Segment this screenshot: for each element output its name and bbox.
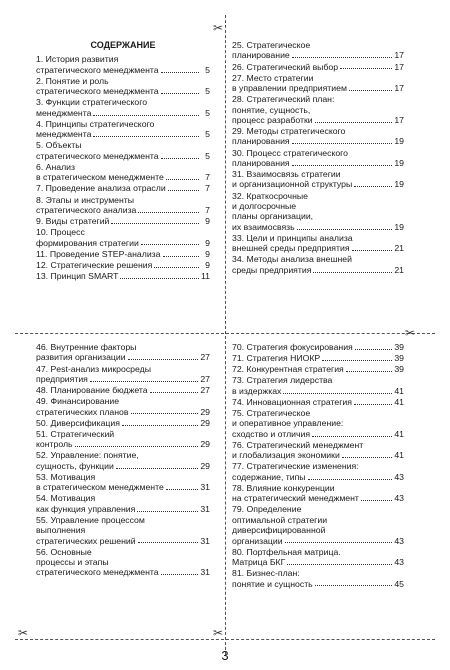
toc-entry-line xyxy=(36,374,210,384)
toc-page-number: 19 xyxy=(394,179,404,190)
toc-entry-line xyxy=(232,579,404,589)
toc-panel-top-right xyxy=(232,40,404,276)
toc-entry-text: в стратегическом менеджменте xyxy=(36,482,164,493)
toc-entry-line xyxy=(232,536,404,546)
toc-entry-text: сходство и отличия xyxy=(232,428,311,439)
dot-leader xyxy=(116,467,199,469)
toc-page-number: 31 xyxy=(200,535,210,546)
toc-entry-text: понятие, сущность, xyxy=(232,104,311,115)
toc-page-number: 43 xyxy=(394,535,404,546)
toc-page-number: 29 xyxy=(200,439,210,450)
toc-entry-line xyxy=(232,136,404,146)
toc-entry xyxy=(36,76,210,97)
toc-entry xyxy=(232,440,404,461)
toc-entry-line xyxy=(232,493,404,503)
toc-entry-text: 11. Проведение STEP-анализа xyxy=(36,248,161,259)
toc-entry-line xyxy=(232,472,404,482)
toc-page-number: 29 xyxy=(200,406,210,417)
toc-entry-text: 7. Проведение анализа отрасли xyxy=(36,183,166,194)
toc-page-number: 43 xyxy=(394,493,404,504)
toc-page-number: 5 xyxy=(205,129,210,140)
dot-leader xyxy=(315,584,393,586)
toc-entry xyxy=(232,73,404,94)
toc-entry-line xyxy=(232,83,404,93)
dot-leader xyxy=(90,380,198,382)
toc-page-number: 45 xyxy=(394,578,404,589)
toc-entry-text: стратегических планов xyxy=(36,406,129,417)
dot-leader xyxy=(283,392,392,394)
dot-leader xyxy=(166,488,199,490)
toc-page-number: 29 xyxy=(200,417,210,428)
toc-entry-text: 47. Pest-анализ микросреды xyxy=(36,363,151,374)
toc-panel-bottom-right xyxy=(232,342,404,590)
toc-entry-text: среды предприятия xyxy=(232,264,312,275)
toc-page-number: 9 xyxy=(205,216,210,226)
toc-entry-text: и организационной структуры xyxy=(232,179,353,190)
toc-entry xyxy=(36,249,210,259)
dot-leader xyxy=(137,510,198,512)
toc-entry-line xyxy=(36,151,210,161)
toc-page-number: 43 xyxy=(394,471,404,482)
toc-entry-line xyxy=(36,183,210,193)
toc-entry-text: 32. Краткосрочные xyxy=(232,190,308,201)
toc-entry-line xyxy=(36,238,210,248)
dot-leader xyxy=(292,56,393,58)
toc-entry-text: в управлении предприятием xyxy=(232,83,347,93)
dot-leader xyxy=(163,255,200,257)
toc-entry-line xyxy=(36,216,210,226)
toc-entry xyxy=(36,418,210,428)
toc-page-number: 39 xyxy=(394,364,404,375)
toc-entry xyxy=(232,62,404,72)
toc-entry-text: и глобализация экономики xyxy=(232,450,340,461)
toc-entry-line xyxy=(36,271,210,281)
toc-entry-text: 8. Этапы и инструменты xyxy=(36,194,135,205)
toc-entry xyxy=(232,342,404,352)
toc-entry xyxy=(232,364,404,374)
toc-entry-text: предприятия xyxy=(36,373,88,384)
toc-entry-text: 70. Стратегия фокусирования xyxy=(232,342,353,352)
toc-entry-line xyxy=(36,407,210,417)
toc-entry-text: развития организации xyxy=(36,352,126,363)
toc-entry-text: 34. Методы анализа внешней xyxy=(232,254,352,265)
toc-entry-line xyxy=(36,108,210,118)
toc-entry-text: 75. Стратегическое xyxy=(232,407,311,418)
toc-entry-line xyxy=(232,364,404,374)
toc-entry-text: 1. История развития xyxy=(36,54,119,65)
dot-leader xyxy=(138,211,199,213)
toc-entry xyxy=(36,195,210,216)
toc-entry xyxy=(232,40,404,61)
toc-entry xyxy=(232,233,404,254)
toc-entry xyxy=(232,397,404,407)
scissors-icon: ✂ xyxy=(18,626,29,640)
toc-entry-line xyxy=(232,557,404,567)
toc-entry-text: стратегического менеджмента xyxy=(36,567,159,578)
toc-page-number: 43 xyxy=(394,557,404,567)
dot-leader xyxy=(161,71,199,73)
dot-leader xyxy=(128,358,199,360)
toc-entry-text: формирования стратегии xyxy=(36,237,139,248)
toc-entry xyxy=(232,254,404,275)
toc-entry-line xyxy=(232,179,404,189)
toc-entry xyxy=(36,396,210,417)
toc-entry xyxy=(36,429,210,450)
toc-entry-line xyxy=(36,129,210,139)
toc-page-number: 7 xyxy=(205,204,210,215)
dot-leader xyxy=(287,563,392,565)
toc-entry-line xyxy=(36,418,210,428)
dot-leader xyxy=(322,359,392,361)
toc-entry-text: планы организации, xyxy=(232,211,314,222)
toc-entry xyxy=(232,353,404,363)
toc-entry-text: 33. Цели и принципы анализа xyxy=(232,232,353,243)
toc-entry xyxy=(36,271,210,281)
toc-entry-text: 78. Влияние конкуренции xyxy=(232,482,335,493)
toc-entry-text: менеджмента xyxy=(36,107,92,118)
toc-page-number: 9 xyxy=(205,248,210,259)
toc-entry-line xyxy=(232,386,404,396)
toc-entry-line xyxy=(232,50,404,60)
dot-leader xyxy=(349,89,392,91)
toc-entry-text: менеджмента xyxy=(36,129,92,140)
dot-leader xyxy=(111,222,199,224)
toc-entry-text: диверсифицированной xyxy=(232,525,326,536)
toc-entry-text: планирования xyxy=(232,136,290,147)
toc-entry-line xyxy=(232,243,404,253)
toc-page-number: 27 xyxy=(200,373,210,384)
dot-leader xyxy=(161,573,199,575)
toc-panel-bottom-left xyxy=(36,342,210,579)
dot-leader xyxy=(292,164,393,166)
toc-entry-text: 2. Понятие и роль xyxy=(36,75,109,86)
toc-entry-text: 4. Принципы стратегического xyxy=(36,118,155,129)
toc-page-number: 41 xyxy=(394,385,404,396)
toc-entry xyxy=(36,515,210,546)
toc-entry-line xyxy=(232,158,404,168)
dot-leader xyxy=(355,348,393,350)
toc-entry-line xyxy=(36,567,210,577)
toc-page-number: 5 xyxy=(205,107,210,118)
toc-entry xyxy=(36,364,210,385)
toc-entry-text: 77. Стратегические изменения: xyxy=(232,461,359,472)
toc-entry-text: 76. Стратегический менеджмент xyxy=(232,439,364,450)
toc-entry-line xyxy=(36,260,210,270)
toc-entry-text: планирования xyxy=(232,157,290,168)
toc-entry-line xyxy=(36,352,210,362)
toc-page-number: 31 xyxy=(200,482,210,493)
dot-leader xyxy=(292,142,393,144)
toc-entry-text: контроль xyxy=(36,439,73,450)
toc-entry-text: 25. Стратегическое xyxy=(232,40,311,50)
toc-entry-line xyxy=(232,397,404,407)
toc-entry-text: 79. Определение xyxy=(232,504,302,515)
toc-entry-text: как функция управления xyxy=(36,503,136,514)
toc-entry-text: 28. Стратегический план: xyxy=(232,94,335,105)
toc-page-number: 27 xyxy=(200,385,210,395)
dot-leader xyxy=(75,445,199,447)
toc-entry-text: 52. Управление: понятие, xyxy=(36,450,139,461)
toc-page-number: 19 xyxy=(394,136,404,147)
toc-entry xyxy=(232,461,404,482)
toc-page-number: 17 xyxy=(394,114,404,125)
toc-page-number: 5 xyxy=(205,150,210,161)
toc-entry xyxy=(232,126,404,147)
toc-page-number: 39 xyxy=(394,342,404,352)
toc-entry-text: 13. Принцип SMART xyxy=(36,270,119,281)
toc-entry-text: 73. Стратегия лидерства xyxy=(232,375,333,386)
toc-page-number: 9 xyxy=(205,237,210,248)
toc-panel-top-left xyxy=(36,40,210,282)
dot-leader xyxy=(161,92,199,94)
page-number: 3 xyxy=(221,648,229,663)
dot-leader xyxy=(297,228,393,230)
toc-entry xyxy=(232,375,404,396)
dot-leader xyxy=(154,266,199,268)
toc-entry-line xyxy=(36,249,210,259)
toc-entry-line xyxy=(36,172,210,182)
toc-page-number: 39 xyxy=(394,353,404,364)
toc-entry xyxy=(36,547,210,578)
toc-entry-text: и долгосрочные xyxy=(232,200,297,211)
toc-page-number: 31 xyxy=(200,567,210,578)
toc-entry-text: 53. Мотивация xyxy=(36,471,96,482)
dot-leader xyxy=(131,412,199,414)
dot-leader xyxy=(150,391,199,393)
toc-entry-text: содержание, типы xyxy=(232,471,306,482)
toc-entry-line xyxy=(36,205,210,215)
toc-entry-text: 55. Управление процессом xyxy=(36,514,145,525)
toc-entry-line xyxy=(36,65,210,75)
bottom-cut-line xyxy=(15,639,435,640)
vertical-cut-line xyxy=(225,15,226,655)
toc-entry-text: 6. Анализ xyxy=(36,161,75,172)
toc-page-number: 41 xyxy=(394,450,404,461)
toc-entry-text: Матрица БКГ xyxy=(232,557,286,567)
toc-page-number: 41 xyxy=(394,396,404,407)
toc-entry-text: 29. Методы стратегического xyxy=(232,126,346,136)
toc-entry-line xyxy=(36,385,210,395)
dot-leader xyxy=(138,541,199,543)
toc-entry xyxy=(36,260,210,270)
toc-entry xyxy=(36,493,210,514)
dot-leader xyxy=(168,189,199,191)
toc-page-number: 17 xyxy=(394,61,404,72)
toc-entry xyxy=(232,148,404,169)
toc-page-number: 17 xyxy=(394,83,404,93)
toc-entry xyxy=(232,408,404,439)
toc-entry-text: 56. Основные xyxy=(36,546,92,557)
toc-entry xyxy=(232,504,404,546)
toc-entry-text: стратегического анализа xyxy=(36,204,137,215)
toc-entry-text: процесс разработки xyxy=(232,114,313,125)
toc-entry-text: 81. Бизнес-план: xyxy=(232,568,300,579)
dot-leader xyxy=(93,114,199,116)
toc-page-number: 27 xyxy=(200,352,210,363)
toc-entry-line xyxy=(232,62,404,72)
toc-page-number: 19 xyxy=(394,157,404,168)
toc-entry-line xyxy=(232,353,404,363)
toc-entry-text: 50. Диверсификация xyxy=(36,417,120,428)
toc-entry-line xyxy=(232,222,404,232)
toc-entry-text: планирование xyxy=(232,50,290,61)
toc-page-number: 21 xyxy=(394,243,404,254)
dot-leader xyxy=(308,478,393,480)
toc-entry-line xyxy=(232,450,404,460)
toc-entry xyxy=(232,483,404,504)
toc-entry xyxy=(232,547,404,568)
dot-leader xyxy=(342,456,393,458)
toc-entry-text: 48. Планирование бюджета xyxy=(36,385,148,395)
dot-leader xyxy=(361,499,392,501)
toc-page-number: 31 xyxy=(200,503,210,514)
toc-entry-text: 80. Портфельная матрица. xyxy=(232,546,341,557)
toc-entry-text: сущность, функции xyxy=(36,460,114,471)
toc-entry-line xyxy=(36,86,210,96)
toc-entry-text: 74. Инновационная стратегия xyxy=(232,396,352,407)
scissors-icon: ✂ xyxy=(213,21,224,35)
toc-entry-text: 54. Мотивация xyxy=(36,493,96,504)
toc-entry xyxy=(36,450,210,471)
toc-entry-line xyxy=(36,536,210,546)
toc-entry xyxy=(36,227,210,248)
toc-entry-text: стратегических решений xyxy=(36,535,136,546)
dot-leader xyxy=(354,403,392,405)
toc-entry-text: процессы и этапы xyxy=(36,557,109,567)
toc-entry xyxy=(232,169,404,190)
toc-entry-text: 72. Конкурентная стратегия xyxy=(232,364,344,375)
toc-entry-text: 12. Стратегические решения xyxy=(36,259,153,270)
toc-entry-text: их взаимосвязь xyxy=(232,221,295,232)
dot-leader xyxy=(346,370,393,372)
toc-entry-text: в издержках xyxy=(232,385,282,396)
dot-leader xyxy=(312,435,392,437)
toc-entry-text: выполнения xyxy=(36,525,86,536)
toc-entry-text: 3. Функции стратегического xyxy=(36,97,148,108)
dot-leader xyxy=(122,424,198,426)
toc-entry-text: 51. Стратегический xyxy=(36,428,115,439)
toc-entry xyxy=(36,183,210,193)
dot-leader xyxy=(285,541,393,543)
toc-entry-line xyxy=(232,115,404,125)
toc-entry xyxy=(232,191,404,233)
toc-entry-text: понятие и сущность xyxy=(232,578,313,589)
toc-entry-text: в стратегическом менеджменте xyxy=(36,172,164,183)
toc-entry xyxy=(36,385,210,395)
toc-page-number: 5 xyxy=(205,86,210,97)
toc-entry-text: и оперативное управление: xyxy=(232,418,344,429)
toc-entry xyxy=(232,94,404,125)
toc-entry xyxy=(36,162,210,183)
dot-leader xyxy=(315,121,393,123)
toc-entry-line xyxy=(36,461,210,471)
toc-entry-text: организации xyxy=(232,535,283,546)
toc-entry xyxy=(36,97,210,118)
toc-entry-text: 30. Процесс стратегического xyxy=(232,147,348,158)
toc-entry-line xyxy=(232,265,404,275)
toc-page-number: 29 xyxy=(200,460,210,471)
toc-entry-line xyxy=(36,504,210,514)
toc-entry-text: стратегического менеджмента xyxy=(36,86,159,97)
toc-title: СОДЕРЖАНИЕ xyxy=(90,40,156,50)
toc-entry-text: стратегического менеджмента xyxy=(36,64,159,75)
toc-page-number: 11 xyxy=(200,270,210,281)
toc-entry xyxy=(36,472,210,493)
toc-entry xyxy=(36,119,210,140)
toc-entry-text: 10. Процесс xyxy=(36,227,85,238)
toc-entry xyxy=(36,140,210,161)
toc-page-number: 7 xyxy=(205,172,210,183)
toc-entry-text: 46. Внутренние факторы xyxy=(36,342,137,352)
toc-entry xyxy=(36,216,210,226)
toc-entry-text: оптимальной стратегии xyxy=(232,514,328,525)
dot-leader xyxy=(161,157,199,159)
dot-leader xyxy=(120,277,199,279)
dot-leader xyxy=(354,185,392,187)
toc-entry xyxy=(36,342,210,363)
toc-entry-line xyxy=(232,342,404,352)
dot-leader xyxy=(166,178,199,180)
toc-entry-line xyxy=(232,429,404,439)
scissors-icon: ✂ xyxy=(213,626,224,640)
toc-page-number: 5 xyxy=(205,64,210,75)
toc-entry-text: на стратегический менеджмент xyxy=(232,493,359,504)
toc-entry-line xyxy=(36,482,210,492)
toc-page-number: 19 xyxy=(394,221,404,232)
toc-page-number: 7 xyxy=(205,183,210,194)
toc-page-number: 41 xyxy=(394,428,404,439)
toc-entry-text: 26. Стратегический выбор xyxy=(232,61,339,72)
dot-leader xyxy=(141,243,199,245)
toc-page-number: 9 xyxy=(205,259,210,270)
dot-leader xyxy=(313,271,392,273)
dot-leader xyxy=(352,249,393,251)
toc-entry-text: 49. Финансирование xyxy=(36,396,120,407)
toc-entry-text: 5. Объекты xyxy=(36,140,82,151)
toc-entry xyxy=(232,568,404,589)
dot-leader xyxy=(340,67,392,69)
toc-page-number: 17 xyxy=(394,50,404,61)
toc-page-number: 21 xyxy=(394,264,404,275)
toc-entry-text: 27. Место стратегии xyxy=(232,72,314,83)
toc-entry xyxy=(36,54,210,75)
toc-entry-text: 9. Виды стратегий xyxy=(36,216,110,226)
toc-entry-text: 31. Взаимосвязь стратегии xyxy=(232,169,341,179)
toc-entry-text: стратегического менеджмента xyxy=(36,150,159,161)
toc-entry-text: 71. Стратегия НИОКР xyxy=(232,353,321,364)
dot-leader xyxy=(93,135,199,137)
toc-entry-text: внешней среды предприятия xyxy=(232,243,350,254)
scissors-icon: ✂ xyxy=(405,326,416,340)
toc-entry-line xyxy=(36,439,210,449)
